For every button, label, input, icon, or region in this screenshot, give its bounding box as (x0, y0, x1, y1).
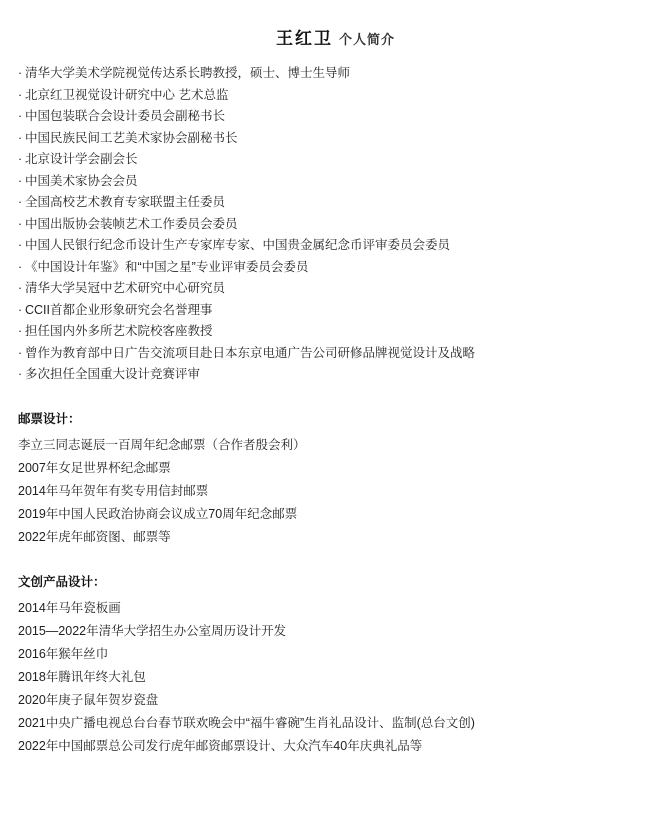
bullet-icon: · (18, 87, 23, 102)
list-item-text: 中国人民银行纪念币设计生产专家库专家、中国贵金属纪念币评审委员会委员 (25, 238, 451, 252)
list-item (14, 235, 657, 257)
bullet-icon: · (18, 173, 23, 188)
bullet-icon: · (18, 130, 23, 145)
list-item (14, 85, 657, 107)
section-line: 2016年猴年丝巾 (18, 646, 109, 661)
section-line: 2007年女足世界杯纪念邮票 (18, 460, 171, 475)
section-line: 2022年中国邮票总公司发行虎年邮资邮票设计、大众汽车40年庆典礼品等 (18, 738, 423, 753)
section-line: 李立三同志诞辰一百周年纪念邮票（合作者殷会利） (18, 437, 306, 452)
bullet-icon: · (18, 345, 23, 360)
section-cultural-product-design (14, 571, 657, 758)
list-item (14, 192, 657, 214)
list-item-text: 清华大学吴冠中艺术研究中心研究员 (25, 281, 226, 295)
list-item-text: 《中国设计年鉴》和“中国之星”专业评审委员会委员 (25, 259, 309, 274)
bullet-icon: · (18, 109, 23, 123)
list-item-text: 中国民族民间工艺美术家协会副秘书长 (25, 130, 238, 145)
bullet-icon: · (18, 302, 23, 317)
list-item (14, 214, 657, 236)
list-item (14, 149, 657, 171)
section-heading: 邮票设计： (18, 411, 81, 426)
bullet-icon: · (18, 152, 23, 166)
bullet-icon: · (18, 324, 23, 338)
section-line: 2014年马年瓷板画 (18, 600, 121, 615)
list-item (14, 257, 657, 279)
section-line: 2019年中国人民政治协商会议成立70周年纪念邮票 (18, 506, 298, 521)
person-name: 王红卫 (275, 29, 333, 48)
section-line: 2022年虎年邮资图、邮票等 (18, 529, 171, 544)
section-line: 2021中央广播电视总台台春节联欢晚会中“福牛睿碗”生肖礼品设计、监制(总台文创) (18, 715, 475, 730)
list-item-text: 北京设计学会副会长 (25, 152, 138, 166)
section-stamp-design (14, 408, 657, 549)
list-item-text: 中国美术家协会会员 (25, 173, 138, 188)
page-subtitle: 个人简介 (338, 32, 395, 47)
list-item (14, 106, 657, 128)
bullet-icon: · (18, 216, 23, 231)
bullet-icon: · (18, 195, 23, 209)
list-item (14, 321, 657, 343)
list-item-text: 中国出版协会装帧艺术工作委员会委员 (25, 216, 238, 231)
section-line: 2015—2022年清华大学招生办公室周历设计开发 (18, 623, 287, 638)
list-item (14, 300, 657, 322)
list-item-text: 全国高校艺术教育专家联盟主任委员 (25, 195, 226, 209)
bullet-icon: · (18, 238, 23, 252)
bullet-icon: · (18, 281, 23, 295)
section-line: 2018年腾讯年终大礼包 (18, 669, 146, 684)
list-item (14, 128, 657, 150)
list-item-text: 曾作为教育部中日广告交流项目赴日本东京电通广告公司研修品牌视觉设计及战略 (25, 345, 476, 360)
list-item-text: 多次担任全国重大设计竞赛评审 (25, 367, 201, 381)
credentials-list (14, 63, 657, 386)
section-line: 2020年庚子鼠年贺岁瓷盘 (18, 692, 159, 707)
list-item (14, 63, 657, 85)
list-item-text: 清华大学美术学院视觉传达系长聘教授，硕士、博士生导师 (25, 66, 351, 80)
bullet-icon: · (18, 259, 23, 274)
list-item (14, 171, 657, 193)
list-item (14, 364, 657, 386)
bullet-icon: · (18, 367, 23, 381)
list-item (14, 343, 657, 365)
section-line: 2014年马年贺年有奖专用信封邮票 (18, 483, 209, 498)
list-item (14, 278, 657, 300)
list-item-text: CCII首都企业形象研究会名誉理事 (25, 302, 213, 317)
section-heading: 文创产品设计： (18, 574, 106, 589)
page-title (14, 24, 657, 49)
list-item-text: 北京红卫视觉设计研究中心 艺术总监 (25, 87, 229, 102)
bullet-icon: · (18, 66, 23, 80)
list-item-text: 中国包装联合会设计委员会副秘书长 (25, 109, 226, 123)
list-item-text: 担任国内外多所艺术院校客座教授 (25, 324, 213, 338)
